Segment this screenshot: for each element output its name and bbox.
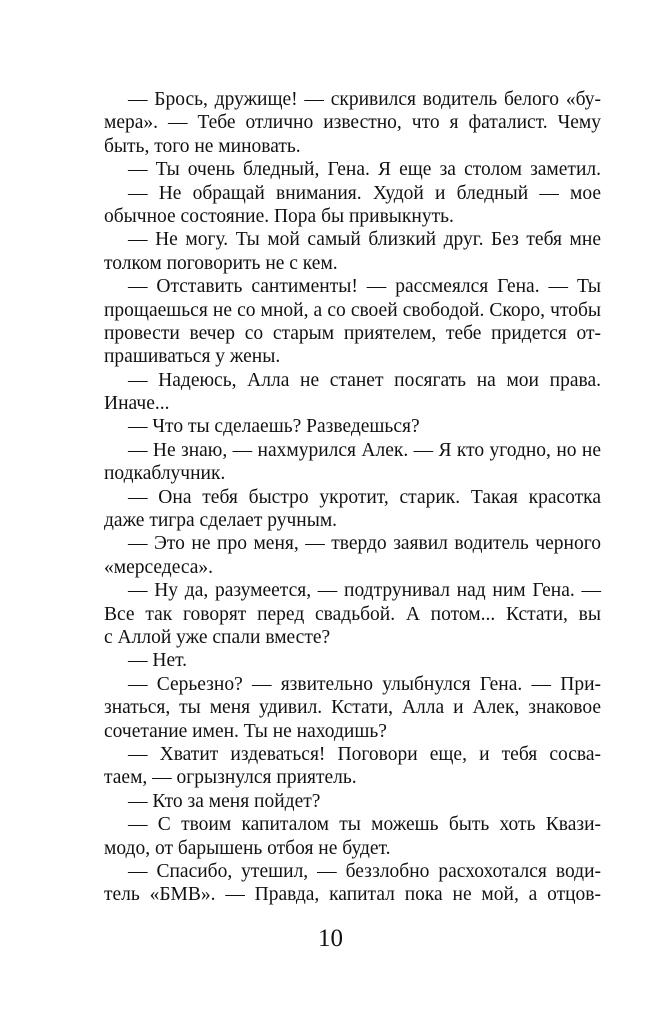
text-line: таем, — огрызнулся приятель. bbox=[104, 767, 357, 789]
text-line: мера». — Тебе отлично известно, что я фаталист. Чему bbox=[104, 112, 601, 134]
page-number: 10 bbox=[318, 925, 343, 952]
page-body-text bbox=[104, 88, 601, 907]
text-line: — Что ты сделаешь? Разведешься? bbox=[128, 416, 420, 438]
text-line: «мерседеса». bbox=[104, 556, 214, 578]
text-line: подкаблучник. bbox=[104, 463, 226, 485]
text-line: модо, от барышень отбоя не будет. bbox=[104, 837, 391, 859]
text-line: сочетание имен. Ты не находишь? bbox=[104, 720, 387, 742]
text-line: Иначе... bbox=[104, 393, 170, 415]
text-line: Все так говорят перед свадьбой. А потом... Кстати, вы bbox=[104, 603, 601, 625]
text-line: толком поговорить не с кем. bbox=[104, 252, 338, 274]
text-line: даже тигра сделает ручным. bbox=[104, 510, 338, 532]
text-line: — Ну да, разумеется, — подтрунивал над ним Гена. — bbox=[128, 580, 601, 602]
text-line: прощаешься не со мной, а со своей свободой. Скоро, чтобы bbox=[104, 299, 601, 321]
text-line: — Она тебя быстро укротит, старик. Такая красотка bbox=[128, 486, 601, 508]
text-line: — Брось, дружище! — скривился водитель белого «бу- bbox=[128, 89, 601, 110]
text-line: прашиваться у жены. bbox=[104, 346, 281, 368]
text-line: — Не могу. Ты мой самый близкий друг. Без тебя мне bbox=[128, 229, 601, 251]
text-line: тель «БМВ». — Правда, капитал пока не мой, а отцов- bbox=[104, 884, 601, 906]
text-line: обычное состояние. Пора бы привыкнуть. bbox=[104, 205, 454, 227]
text-line: знаться, ты меня удивил. Кстати, Алла и Алек, знаковое bbox=[104, 697, 601, 719]
text-line: — Ты очень бледный, Гена. Я еще за столом заметил. bbox=[128, 159, 601, 181]
text-line: провести вечер со старым приятелем, тебе придется от- bbox=[104, 322, 601, 344]
text-line: — С твоим капиталом ты можешь быть хоть Квази- bbox=[128, 814, 601, 836]
text-line: — Серьезно? — язвительно улыбнулся Гена. — При- bbox=[128, 673, 601, 695]
text-line: — Отставить сантименты! — рассмеялся Гена. — Ты bbox=[128, 276, 601, 298]
text-line: — Не знаю, — нахмурился Алек. — Я кто угодно, но не bbox=[128, 439, 601, 461]
text-line: — Не обращай внимания. Худой и бледный — мое bbox=[128, 182, 601, 204]
text-line: быть, того не миновать. bbox=[104, 135, 301, 157]
text-line: — Хватит издеваться! Поговори еще, и тебя сосва- bbox=[128, 743, 601, 765]
text-line: — Это не про меня, — твердо заявил водитель черного bbox=[128, 533, 601, 555]
text-line: — Надеюсь, Алла не станет посягать на мои права. bbox=[128, 369, 601, 391]
text-line: — Кто за меня пойдет? bbox=[128, 790, 321, 812]
text-line: — Спасибо, утешил, — беззлобно расхохотался води- bbox=[128, 860, 601, 882]
text-line: — Нет. bbox=[128, 650, 188, 672]
text-line: с Аллой уже спали вместе? bbox=[104, 626, 331, 648]
